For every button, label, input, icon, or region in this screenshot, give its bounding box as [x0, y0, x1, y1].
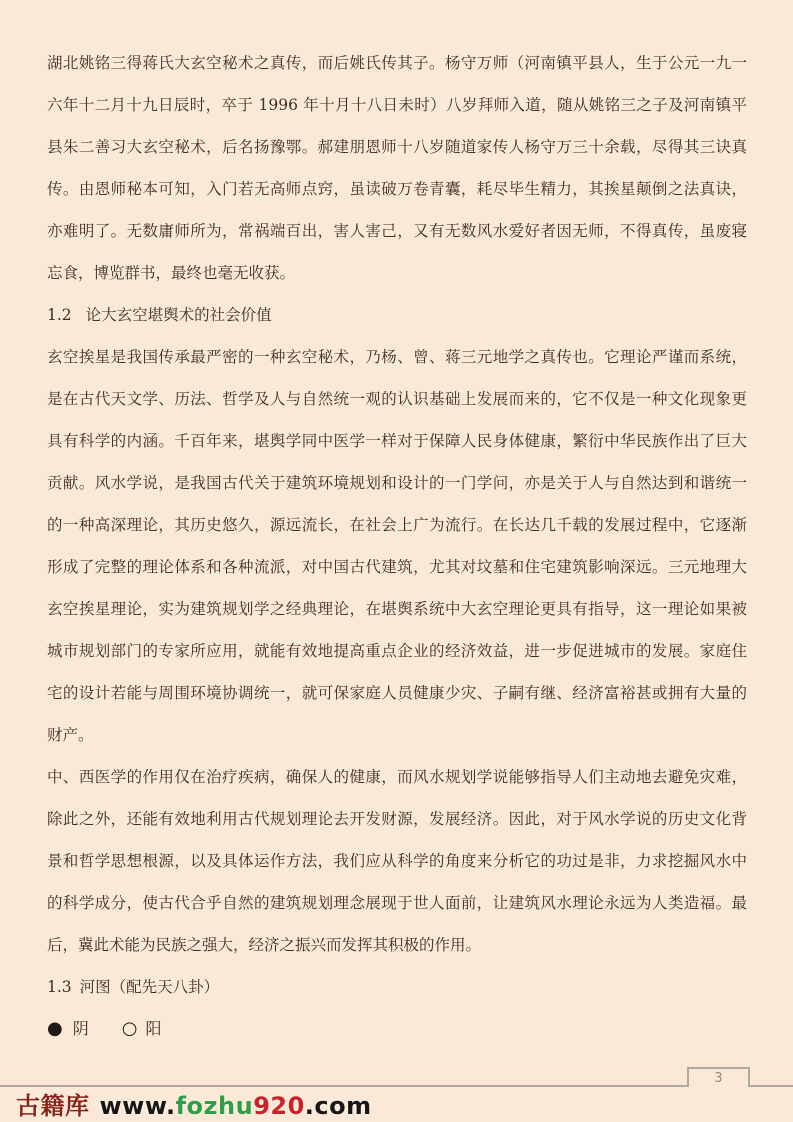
- section-heading-1-3: [47, 966, 747, 1008]
- section-number: 1.2: [47, 306, 72, 324]
- page-content: [47, 42, 747, 1050]
- text-line: 的科学成分，使古代合乎自然的建筑规划理念展现于世人面前，让建筑风水理论永远为人类造福。最: [47, 894, 747, 912]
- text-line: 城市规划部门的专家所应用，就能有效地提高重点企业的经济效益，进一步促进城市的发展。家庭住: [47, 642, 747, 660]
- yin-filled-circle-icon: ●: [47, 1018, 63, 1039]
- watermark: [16, 1086, 372, 1120]
- text-line: 是在古代天文学、历法、哲学及人与自然统一观的认识基础上发展而来的，它不仅是一种文化现象更: [47, 390, 747, 408]
- text-line: 六年十二月十九日辰时，卒于 1996 年十月十八日未时）八岁拜师入道，随从姚铭三之子及河南镇平: [47, 96, 747, 114]
- text-line: 湖北姚铭三得蒋氏大玄空秘术之真传，而后姚氏传其子。杨守万师（河南镇平县人，生于公元一九一: [47, 54, 747, 72]
- text-line: 玄空挨星是我国传承最严密的一种玄空秘术，乃杨、曾、蒋三元地学之真传也。它理论严谨而系统，: [47, 348, 747, 366]
- yin-yang-legend: [47, 1008, 747, 1050]
- paragraph-medicine-fengshui: [47, 756, 747, 966]
- text-line: 传。由恩师秘本可知，入门若无高师点窍，虽读破万卷青囊，耗尽毕生精力，其挨星颠倒之法真诀，: [47, 180, 747, 198]
- yin-label: 阴: [72, 1019, 89, 1038]
- text-line: 玄空挨星理论，实为建筑规划学之经典理论，在堪舆系统中大玄空理论更具有指导，这一理论如果被: [47, 600, 747, 618]
- text-line: 的一种高深理论，其历史悠久，源远流长，在社会上广为流行。在长达几千载的发展过程中，它逐渐: [47, 516, 747, 534]
- paragraph-social-value: [47, 336, 747, 756]
- watermark-url-920: 920: [253, 1092, 305, 1120]
- section-heading-1-2: [47, 294, 747, 336]
- watermark-url-fozhu: fozhu: [175, 1092, 254, 1120]
- text-line: 中、西医学的作用仅在治疗疾病，确保人的健康，而风水规划学说能够指导人们主动地去避免灾难，: [47, 768, 747, 786]
- text-line: 贡献。风水学说，是我国古代关于建筑环境规划和设计的一门学问，亦是关于人与自然达到和谐统一: [47, 474, 747, 492]
- text-line: 县朱二善习大玄空秘术，后名扬豫鄂。郝建朋恩师十八岁随道家传人杨守万三十余载，尽得其三诀真: [47, 138, 747, 156]
- text-line: 除此之外，还能有效地利用古代规划理论去开发财源，发展经济。因此，对于风水学说的历史文化背: [47, 810, 747, 828]
- text-line: 后，冀此术能为民族之强大，经济之振兴而发挥其积极的作用。: [47, 936, 482, 954]
- paragraph-lineage: [47, 42, 747, 294]
- watermark-site-name: 古籍库: [16, 1092, 90, 1120]
- watermark-url-www: www.: [99, 1092, 176, 1120]
- section-title: 论大玄空堪舆术的社会价值: [85, 306, 272, 324]
- section-number: 1.3: [47, 978, 72, 996]
- text-line: 具有科学的内涵。千百年来，堪舆学同中医学一样对于保障人民身体健康，繁衍中华民族作出了巨大: [47, 432, 747, 450]
- text-line: 形成了完整的理论体系和各种流派，对中国古代建筑，尤其对坟墓和住宅建筑影响深远。三元地理大: [47, 558, 747, 576]
- text-line: 景和哲学思想根源，以及具体运作方法，我们应从科学的角度来分析它的功过是非，力求挖掘风水中: [47, 852, 747, 870]
- section-title: 河图（配先天八卦）: [79, 978, 220, 996]
- text-line: 宅的设计若能与周围环境协调统一，就可保家庭人员健康少灾、子嗣有继、经济富裕甚或拥有大量的: [47, 684, 747, 702]
- yang-hollow-circle-icon: ○: [121, 1018, 138, 1039]
- text-line: 亦难明了。无数庸师所为，常祸端百出，害人害己，又有无数风水爱好者因无师，不得真传，虽废寝: [47, 222, 747, 240]
- watermark-url-com: .com: [304, 1092, 372, 1120]
- text-line: 忘食，博览群书，最终也毫无收获。: [47, 264, 296, 282]
- text-line: 财产。: [47, 726, 94, 744]
- yang-label: 阳: [145, 1019, 162, 1038]
- page-number-tab: [687, 1067, 750, 1087]
- page-number: 3: [714, 1070, 723, 1086]
